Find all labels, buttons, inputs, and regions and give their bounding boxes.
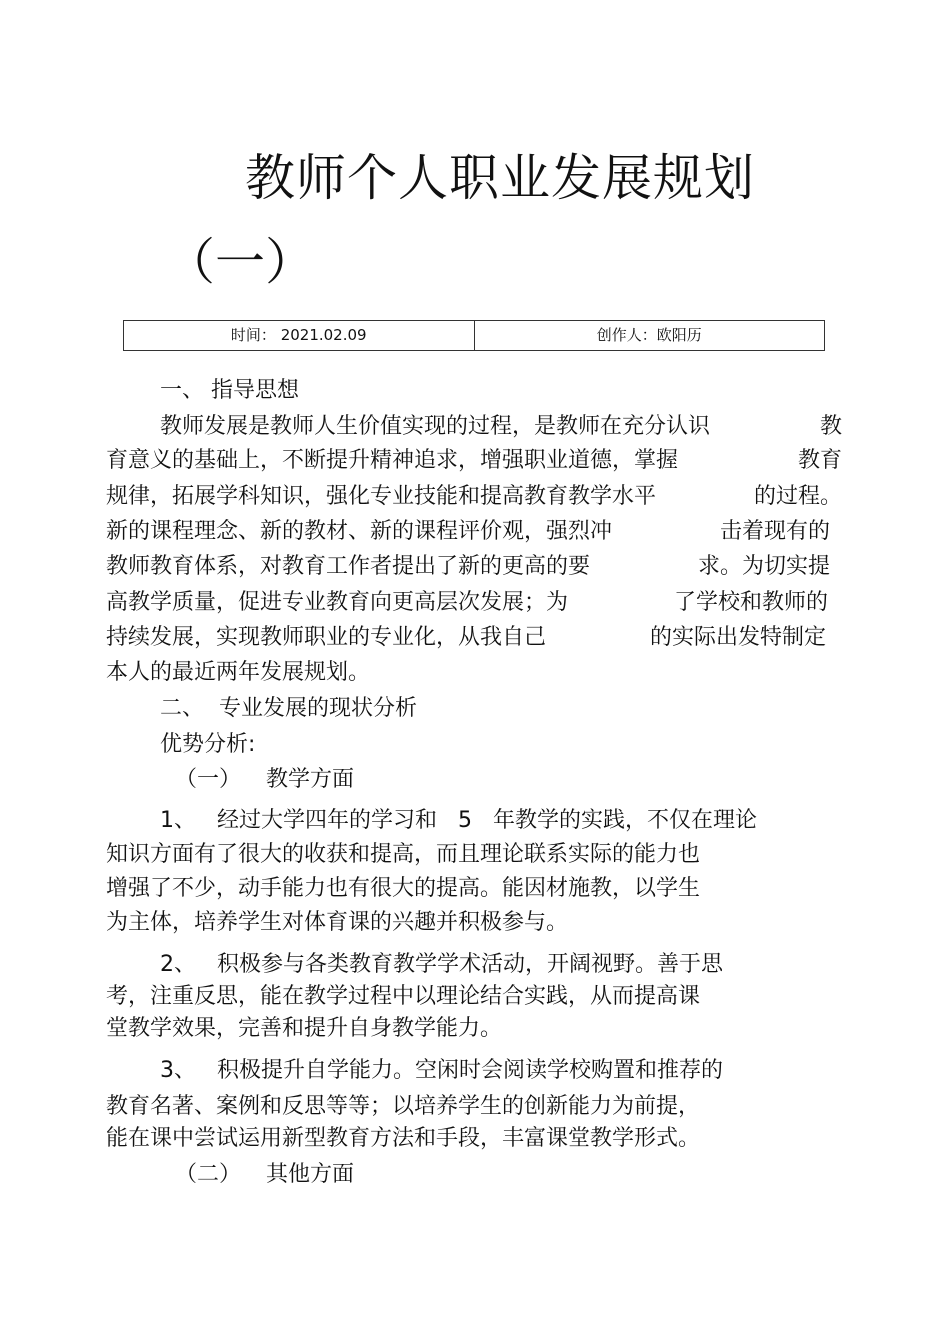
item-1-line: 知识方面有了很大的收获和提高，而且理论联系实际的能力也 — [106, 842, 701, 867]
section-heading-1: 一、 指导思想 — [160, 378, 299, 403]
subsection-other: （二） 其他方面 — [175, 1162, 354, 1187]
item-2-line: 2、 积极参与各类教育教学学术活动，开阔视野。善于思 — [160, 952, 723, 977]
paragraph-line: 本人的最近两年发展规划。 — [106, 660, 371, 685]
paragraph-line — [106, 482, 842, 512]
line-segment: 持续发展，实现教师职业的专业化，从我自己 — [106, 625, 547, 650]
document-title: 教师个人职业发展规划 — [245, 149, 755, 207]
line-segment: 教 — [819, 414, 842, 439]
paragraph-line — [106, 517, 830, 547]
line-segment: 高教学质量，促进专业教育向更高层次发展；为 — [106, 590, 569, 615]
line-segment: 了学校和教师的 — [673, 590, 828, 615]
item-1-line: 增强了不少，动手能力也有很大的提高。能因材施教，以学生 — [106, 876, 701, 901]
paragraph-line — [160, 412, 842, 442]
meta-table — [123, 320, 825, 351]
paragraph-line — [106, 623, 826, 653]
item-2-line: 考，注重反思，能在教学过程中以理论结合实践，从而提高课 — [106, 984, 701, 1009]
paragraph-line — [106, 446, 842, 476]
meta-time: 时间： 2021.02.09 — [230, 326, 367, 344]
line-segment: 教师教育体系，对教育工作者提出了新的更高的要 — [106, 554, 591, 579]
line-segment: 的过程。 — [753, 484, 842, 509]
item-1-line: 1、 经过大学四年的学习和 5 年教学的实践，不仅在理论 — [160, 808, 757, 833]
item-3-line: 能在课中尝试运用新型教育方法和手段，丰富课堂教学形式。 — [106, 1126, 701, 1151]
line-segment: 育意义的基础上，不断提升精神追求，增强职业道德，掌握 — [106, 448, 679, 473]
item-3-line: 3、 积极提升自学能力。空闲时会阅读学校购置和推荐的 — [160, 1058, 723, 1083]
line-segment: 的实际出发特制定 — [649, 625, 826, 650]
item-2-line: 堂教学效果，完善和提升自身教学能力。 — [106, 1016, 503, 1041]
paragraph-line — [106, 588, 828, 618]
line-segment: 教育 — [797, 448, 842, 473]
subsection-teaching: （一） 教学方面 — [175, 767, 354, 792]
section-heading-2: 二、 专业发展的现状分析 — [160, 696, 417, 721]
line-segment: 教师发展是教师人生价值实现的过程，是教师在充分认识 — [160, 414, 711, 439]
meta-author: 创作人：欧阳历 — [474, 321, 825, 350]
line-segment: 新的课程理念、新的教材、新的课程评价观，强烈冲 — [106, 519, 613, 544]
line-segment: 规律，拓展学科知识，强化专业技能和提高教育教学水平 — [106, 484, 657, 509]
item-3-line: 教育名著、案例和反思等等；以培养学生的创新能力为前提， — [106, 1094, 701, 1119]
advantage-label: 优势分析: — [160, 732, 256, 757]
line-segment: 击着现有的 — [719, 519, 830, 544]
paragraph-line — [106, 552, 830, 582]
document-title-number: （一） — [165, 233, 315, 291]
line-segment: 求。为切实提 — [697, 554, 830, 579]
item-1-line: 为主体，培养学生对体育课的兴趣并积极参与。 — [106, 910, 569, 935]
